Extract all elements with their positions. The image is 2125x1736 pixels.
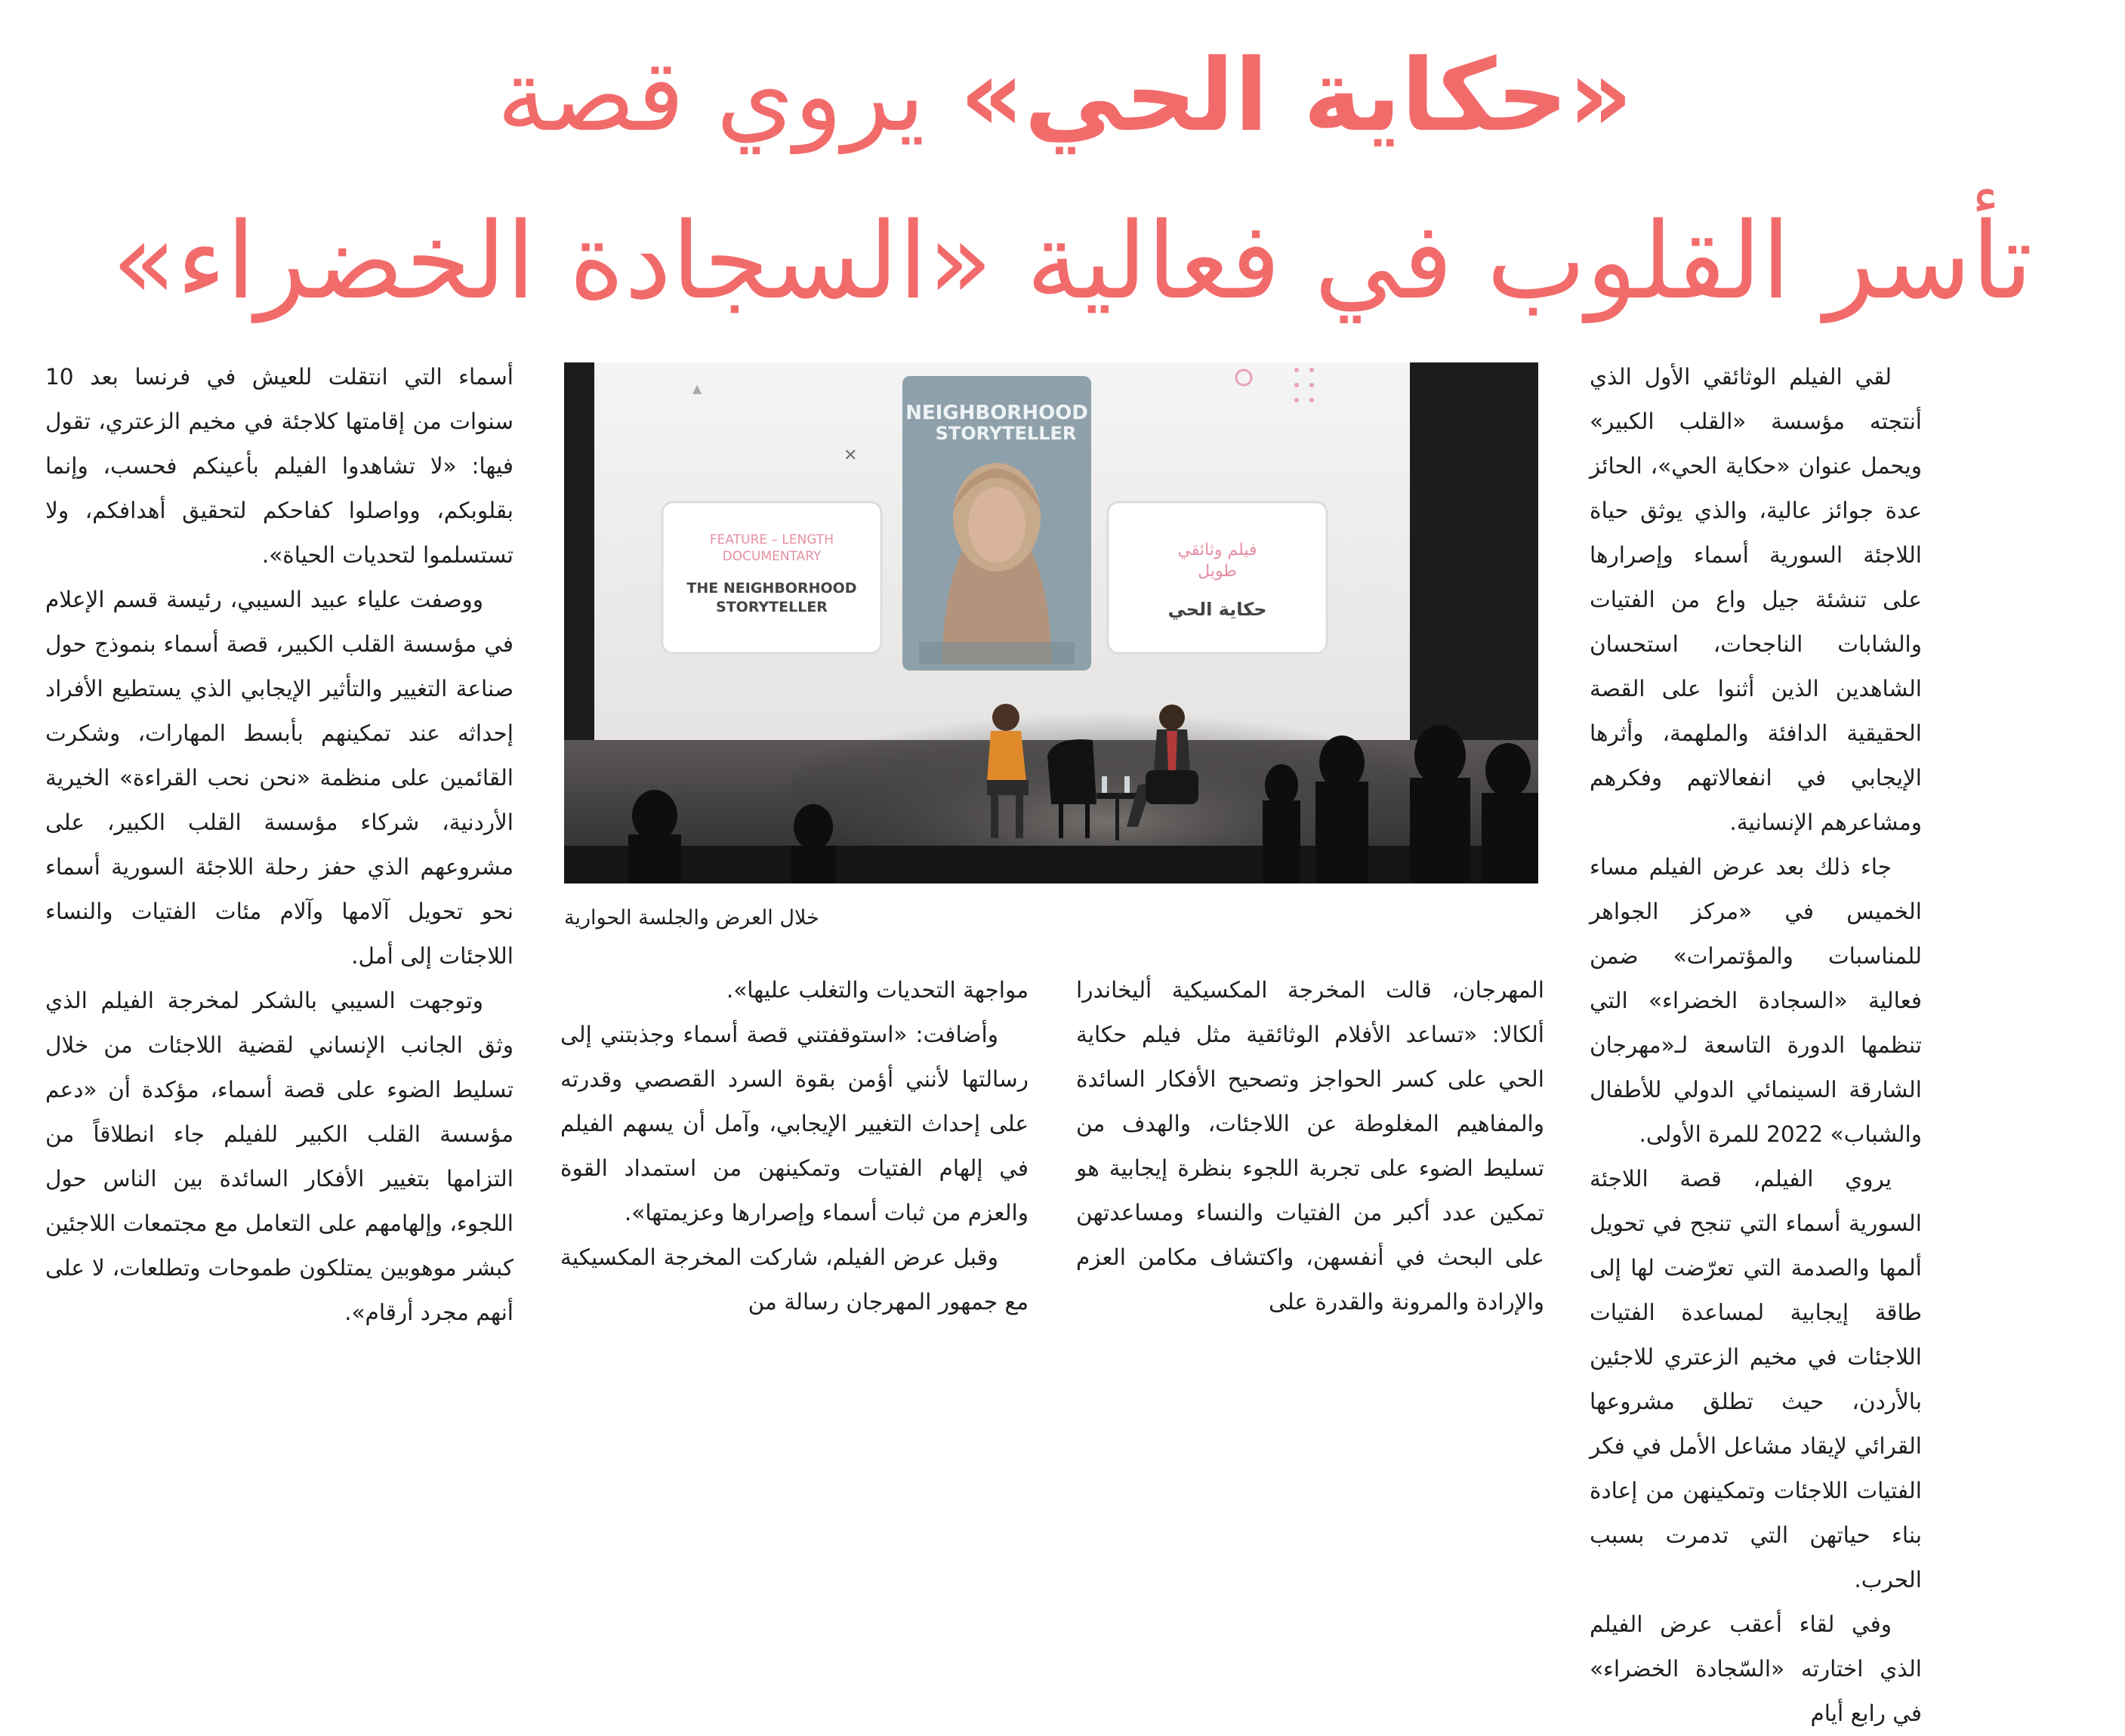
paragraph: وتوجهت السيبي بالشكر لمخرجة الفيلم الذي وثق الجانب الإنساني لقضية اللاجئات من خلال تسليط الضوء على قصة أسماء، مؤكدة أن «دعم مؤسسة القلب الكبير للفيلم جاء انطلاقاً من التزامها بتغيير الأفكار السائدة بين الناس حول اللجوء، وإلهامهم على التعامل مع مجتمعات اللاجئين كبشر موهوبين يمتلكون طموحات وتطلعات، لا على أنهم مجرد أرقام». [45,988,514,1325]
article-column-middle-right [1076,968,1544,1323]
paragraph: مواجهة التحديات والتغلب عليها». [726,977,1029,1003]
article-column-right [1590,355,1922,1726]
poster-title-2: STORYTELLER [935,423,1077,444]
svg-text:✕: ✕ [844,446,858,465]
article-column-middle-left [560,968,1029,1323]
paragraph: أسماء التي انتقلت للعيش في فرنسا بعد 10 سنوات من إقامتها كلاجئة في مخيم الزعتري، تقول فيها: «لا تشاهدوا الفيلم بأعينكم فحسب، وإنما بقلوبكم، وواصلوا كفاحكم لتحقيق أهدافكم، ولا تستسلموا لتحديات الحياة». [45,364,514,568]
paragraph: وأضافت: «استوقفتني قصة أسماء وجذبتني إلى رسالتها لأنني أؤمن بقوة السرد القصصي وقدرته على إحداث التغيير الإيجابي، وآمل أن يسهم الفيلم في إلهام الفتيات وتمكينهن من استمداد القوة والعزم من ثبات أسماء وإصرارها وعزيمتها». [560,1022,1029,1226]
feature-card-label-2: DOCUMENTARY [722,549,822,564]
arabic-card-label-1: فيلم وثائقي [1177,541,1257,560]
paragraph: المهرجان، قالت المخرجة المكسيكية أليخاندرا ألكالا: «تساعد الأفلام الوثائقية مثل فيلم حكاية الحي على كسر الحواجز وتصحيح الأفكار السائدة والمفاهيم المغلوطة عن اللاجئات، والهدف من تسليط الضوء على تجربة اللجوء بنظرة إيجابية هو تمكين عدد أكبر من الفتيات والنساء ومساعدتهن على البحث في أنفسهن، واكتشاف مكامن العزم والإرادة والمرونة والقدرة على [1076,977,1544,1315]
paragraph: وفي لقاء أعقب عرض الفيلم الذي اختارته «السّجادة الخضراء» في رابع أيام [1590,1611,1922,1726]
paragraph: جاء ذلك بعد عرض الفيلم مساء الخميس في «مركز الجواهر للمناسبات والمؤتمرات» ضمن فعالية «السجادة الخضراء» التي تنظمها الدورة التاسعة لـ«مهرجان الشارقة السينمائي الدولي للأطفال والشباب» 2022 للمرة الأولى. [1590,854,1922,1147]
paragraph: ووصفت علياء عبيد السيبي، رئيسة قسم الإعلام في مؤسسة القلب الكبير، قصة أسماء بنموذج حول صناعة التغيير والتأثير الإيجابي الذي يستطيع الأفراد إحداثه عند تمكينهم بأبسط المهارات، وشكرت القائمين على منظمة «نحن نحب القراءة» الخيرية الأردنية، شركاء مؤسسة القلب الكبير، على مشروعهم الذي حفز رحلة اللاجئة السورية أسماء نحو تحويل آلامها وآلام مئات الفتيات والنساء اللاجئات إلى أمل. [45,587,514,969]
poster-title-1: NEIGHBORHOOD [905,402,1088,424]
feature-card-title-2: STORYTELLER [716,599,828,615]
headline-line-1-rest: يروي قصة [497,38,925,154]
feature-card-title-1: THE NEIGHBORHOOD [686,580,857,597]
event-photo-illustration [564,362,1538,883]
headline-line-1 [423,32,1707,160]
svg-text:▲: ▲ [692,381,702,396]
arabic-card-title: حكاية الحي [1167,599,1267,620]
arabic-card-label-2: طويل [1198,562,1237,581]
headline-quoted-title: «حكاية الحي» [959,38,1633,154]
feature-card-label-1: FEATURE – LENGTH [709,532,834,547]
paragraph: لقي الفيلم الوثائقي الأول الذي أنتجته مؤسسة «القلب الكبير» ويحمل عنوان «حكاية الحي»، الحائز عدة جوائز عالية، والذي يوثق حياة اللاجئة السورية أسماء وإصرارها على تنشئة جيل واع من الفتيات والشابات الناجحات، استحسان الشاهدين الذين أثنوا على القصة الحقيقية الدافئة والملهمة، وأثرها الإيجابي في انفعالاتهم وفكرهم ومشاعرهم الإنسانية. [1590,364,1922,835]
article-column-left [45,355,514,1325]
photo-caption: خلال العرض والجلسة الحوارية [564,906,819,930]
event-photo [564,362,1538,883]
feature-card [662,502,881,653]
paragraph: وقبل عرض الفيلم، شاركت المخرجة المكسيكية مع جمهور المهرجان رسالة من [560,1244,1029,1315]
paragraph: يروي الفيلم، قصة اللاجئة السورية أسماء التي تنجح في تحويل ألمها والصدمة التي تعرّضت لها إلى طاقة إيجابية لمساعدة الفتيات اللاجئات في مخيم الزعتري للاجئين بالأردن، حيث تطلق مشروعها القرائي لإيقاد مشاعل الأمل في فكر الفتيات اللاجئات وتمكينهن من إعادة بناء حياتهن التي تدمرت بسبب الحرب. [1590,1166,1922,1593]
headline-line-2: تأسر القلوب في فعالية «السجادة الخضراء» [112,200,2033,323]
